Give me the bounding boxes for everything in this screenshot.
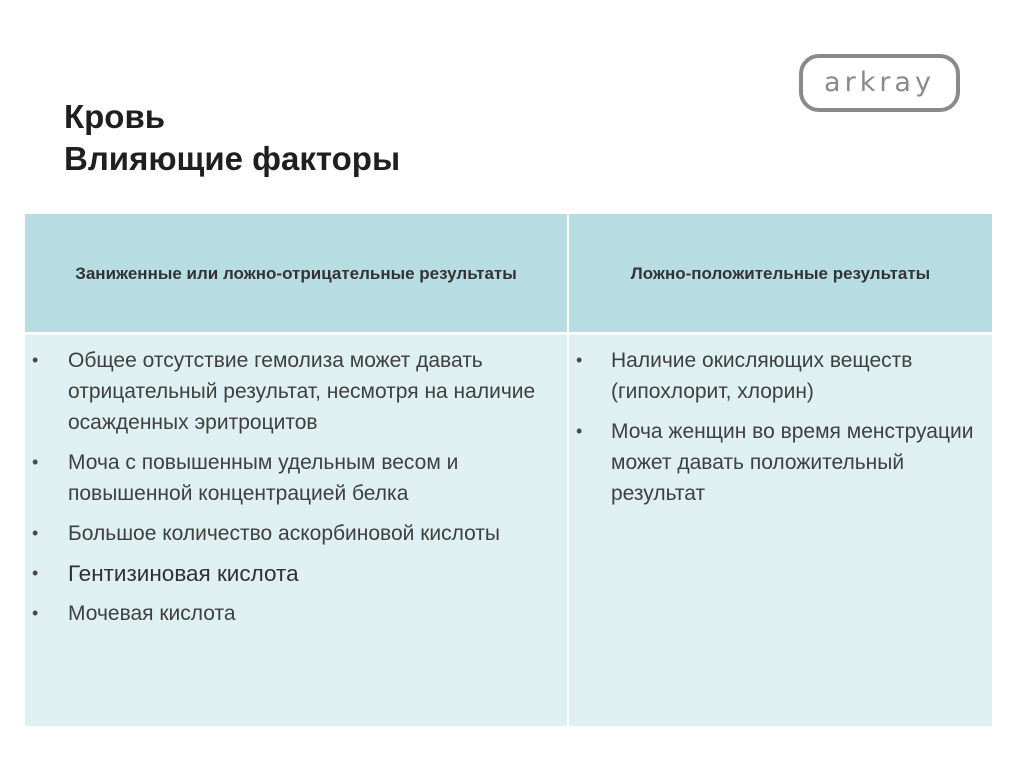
list-item-text: Моча женщин во время менструации может давать положительный результат xyxy=(611,420,974,505)
list-item-text: Гентизиновая кислота xyxy=(68,561,299,586)
slide-title xyxy=(64,96,400,180)
false-positive-list xyxy=(569,335,992,509)
list-item xyxy=(569,416,992,509)
false-positive-cell xyxy=(569,335,992,726)
list-item xyxy=(25,345,567,438)
list-item xyxy=(25,598,567,629)
header-false-positive-text: Ложно-положительные результаты xyxy=(630,263,931,283)
bullet-dot: • xyxy=(576,421,583,441)
logo-text: arkray xyxy=(824,67,935,98)
list-item-text: Наличие окисляющих веществ (гипохлорит, хлорин) xyxy=(611,349,913,403)
list-item-text: Мочевая кислота xyxy=(68,602,236,625)
list-item xyxy=(25,558,567,589)
list-item-text: Моча с повышенным удельным весом и повышенной концентрацией белка xyxy=(68,451,459,505)
arkray-logo xyxy=(799,54,960,112)
list-item xyxy=(25,447,567,509)
bullet-dot: • xyxy=(32,563,39,583)
list-item-text: Общее отсутствие гемолиза может давать отрицательный результат, несмотря на наличие осажденных эритроцитов xyxy=(68,349,536,434)
false-negative-list xyxy=(25,335,567,629)
list-item xyxy=(569,345,992,407)
bullet-dot: • xyxy=(32,452,39,472)
factors-table xyxy=(25,214,992,726)
header-false-negative xyxy=(25,214,567,332)
bullet-dot: • xyxy=(32,350,39,370)
header-false-negative-text: Заниженные или ложно-отрицательные результаты xyxy=(75,263,517,283)
bullet-dot: • xyxy=(576,350,583,370)
header-false-positive xyxy=(569,214,992,332)
list-item xyxy=(25,518,567,549)
bullet-dot: • xyxy=(32,523,39,543)
list-item-text: Большое количество аскорбиновой кислоты xyxy=(68,522,501,545)
bullet-dot: • xyxy=(32,603,39,623)
title-line-1: Кровь xyxy=(64,98,166,135)
title-line-2: Влияющие факторы xyxy=(64,140,401,177)
false-negative-cell xyxy=(25,335,567,726)
